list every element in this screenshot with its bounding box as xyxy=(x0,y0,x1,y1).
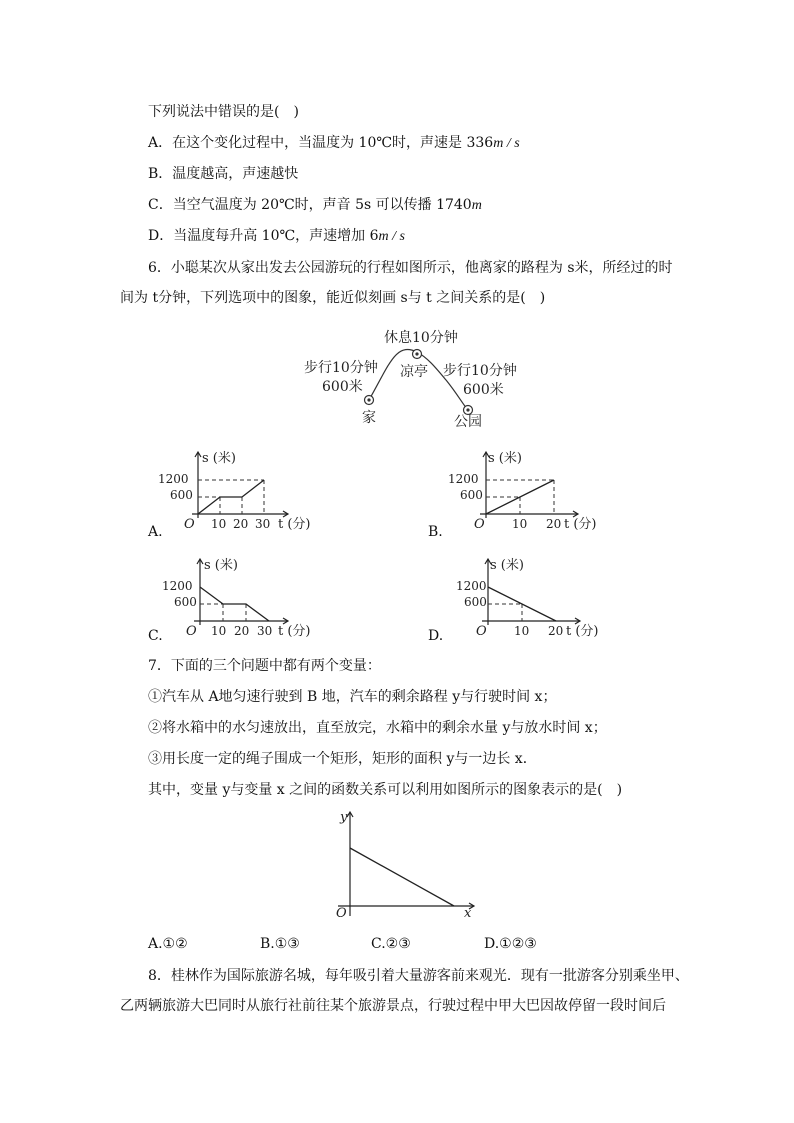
graph-option-a xyxy=(160,448,320,538)
origin-label: O xyxy=(184,517,195,532)
x-axis-label: t (分) xyxy=(566,624,599,639)
y-axis-label: s (米) xyxy=(202,451,236,466)
origin-label: O xyxy=(474,517,485,532)
rest-label: 休息10分钟 xyxy=(384,330,458,346)
q5-stem: 下列说法中错误的是( ) xyxy=(148,104,299,120)
x-tick-label: 10 xyxy=(512,517,528,531)
y-tick-label: 600 xyxy=(170,488,193,502)
right-walk-label: 步行10分钟 xyxy=(443,363,517,379)
x-tick-label: 10 xyxy=(514,624,530,638)
q7-item-3: ③用长度一定的绳子围成一个矩形，矩形的面积 y与一边长 x． xyxy=(148,751,537,767)
x-tick-label: 20 xyxy=(233,517,249,531)
y-axis-label: s (米) xyxy=(204,558,238,573)
x-tick-label: 20 xyxy=(548,624,564,638)
left-walk-label: 步行10分钟 xyxy=(304,360,378,376)
unit-text: m / s xyxy=(378,229,405,244)
q5-option-d: D．当温度每升高 10℃，声速增加 6m / s xyxy=(148,228,405,244)
q7-question: 其中，变量 y与变量 x 之间的函数关系可以利用如图所示的图象表示的是( ) xyxy=(148,782,623,798)
y-axis-label: s (米) xyxy=(488,451,522,466)
option-label-b: B. xyxy=(428,524,443,540)
q8-line1: 8．桂林作为国际旅游名城，每年吸引着大量游客前来观光．现有一批游客分别乘坐甲、 xyxy=(148,968,689,984)
route-map-figure xyxy=(300,328,540,428)
q8-line2: 乙两辆旅游大巴同时从旅行社前往某个旅游景点，行驶过程中甲大巴因故停留一段时间后 xyxy=(120,998,666,1014)
x-axis-label: t (分) xyxy=(278,624,311,639)
right-distance-label: 600米 xyxy=(463,382,504,398)
y-tick-label: 1200 xyxy=(456,579,487,593)
origin-label: O xyxy=(186,624,197,639)
q5-option-b: B．温度越高，声速越快 xyxy=(148,166,299,182)
park-label: 公园 xyxy=(454,414,482,430)
y-tick-label: 1200 xyxy=(162,579,193,593)
x-axis-label: t (分) xyxy=(278,517,311,532)
q7-option-d: D.①②③ xyxy=(484,936,537,952)
option-label-d: D. xyxy=(428,628,444,644)
home-label: 家 xyxy=(362,410,376,426)
q7-item-1: ①汽车从 A地匀速行驶到 B 地，汽车的剩余路程 y与行驶时间 x； xyxy=(148,689,557,705)
x-axis-label: x xyxy=(464,906,472,921)
origin-label: O xyxy=(476,624,487,639)
x-tick-label: 20 xyxy=(546,517,562,531)
x-tick-label: 10 xyxy=(211,517,227,531)
q6-stem-line2: 间为 t分钟，下列选项中的图象，能近似刻画 s与 t 之间关系的是( ) xyxy=(120,290,546,306)
x-tick-label: 30 xyxy=(255,517,271,531)
option-label-c: C. xyxy=(148,628,163,644)
option-label-a: A. xyxy=(148,524,163,540)
q7-graph-marks xyxy=(338,812,474,916)
graph-option-d xyxy=(440,555,600,645)
q7-graph xyxy=(334,810,484,920)
q5-option-a: A．在这个变化过程中，当温度为 10℃时，声速是 336m / s xyxy=(148,135,520,151)
origin-label: O xyxy=(336,906,347,921)
y-tick-label: 600 xyxy=(464,595,487,609)
q7-stem: 7．下面的三个问题中都有两个变量： xyxy=(148,658,381,674)
y-tick-label: 1200 xyxy=(158,472,189,486)
y-tick-label: 600 xyxy=(174,595,197,609)
x-tick-label: 30 xyxy=(257,624,273,638)
q7-item-2: ②将水箱中的水匀速放出，直至放完，水箱中的剩余水量 y与放水时间 x； xyxy=(148,720,607,736)
unit-text: m xyxy=(471,198,482,213)
q6-stem-line1: 6．小聪某次从家出发去公园游玩的行程如图所示，他离家的路程为 s米，所经过的时 xyxy=(148,260,673,276)
x-axis-label: t (分) xyxy=(564,517,597,532)
q7-option-a: A.①② xyxy=(148,936,188,952)
unit-text: m / s xyxy=(493,136,520,151)
y-tick-label: 600 xyxy=(460,488,483,502)
x-tick-label: 10 xyxy=(211,624,227,638)
series-line xyxy=(350,848,454,906)
pavilion-label: 凉亭 xyxy=(400,364,428,380)
y-axis-label: s (米) xyxy=(490,558,524,573)
y-axis-label: y xyxy=(340,810,348,825)
y-tick-label: 1200 xyxy=(448,472,479,486)
q7-option-b: B.①③ xyxy=(260,936,300,952)
x-tick-label: 20 xyxy=(234,624,250,638)
graph-option-b xyxy=(440,448,600,538)
left-distance-label: 600米 xyxy=(322,379,363,395)
q7-option-c: C.②③ xyxy=(371,936,411,952)
q5-option-c: C．当空气温度为 20℃时，声音 5s 可以传播 1740m xyxy=(148,197,482,213)
graph-option-c xyxy=(160,555,320,645)
